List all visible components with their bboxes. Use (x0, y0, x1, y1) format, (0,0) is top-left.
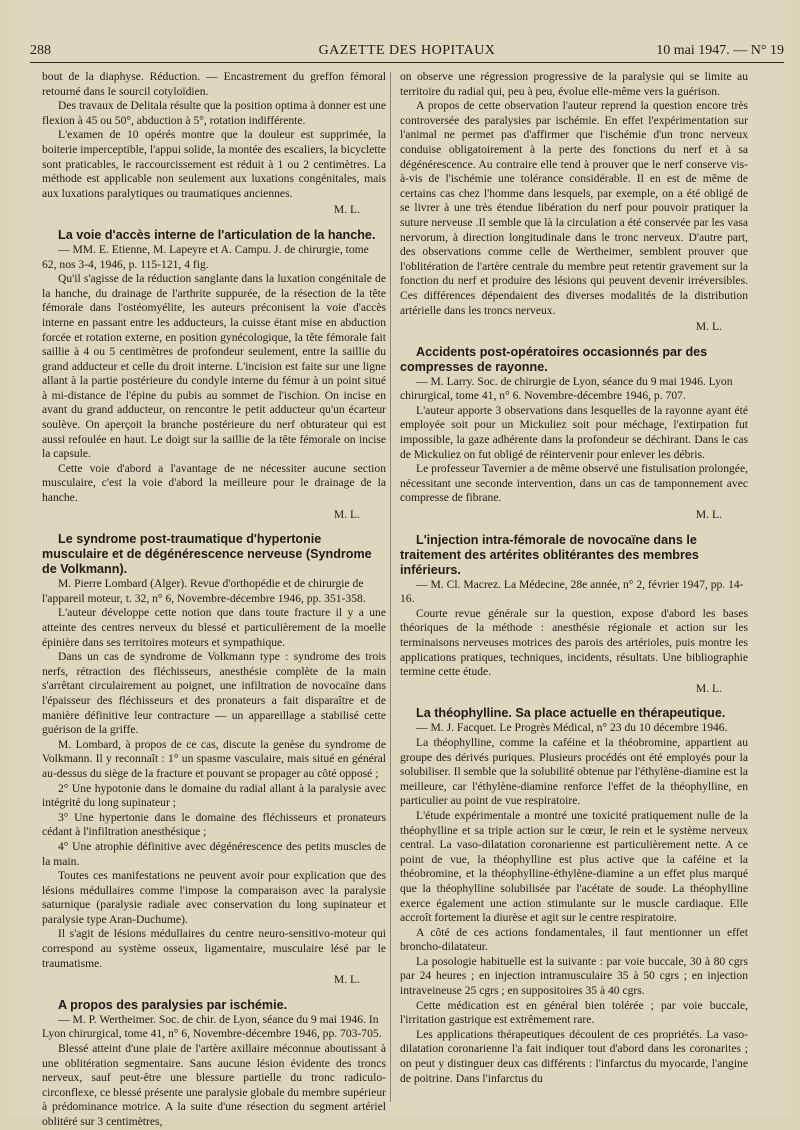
paragraph: Des travaux de Delitala résulte que la position optima à donner est une flexion à 45 ou 50°, abduction à 5°, rotation indifférente. (42, 99, 386, 127)
article-title: La voie d'accès interne de l'articulation de la hanche. (58, 227, 376, 242)
paragraph: Le professeur Tavernier a de même observé une fistulisation prolongée, nécessitant une seconde intervention, dans un cas de tamponnement avec compresse de fibrane. (400, 462, 748, 505)
paragraph: Dans un cas de syndrome de Volkmann type : syndrome des trois nerfs, rétraction des fléchisseurs, anesthésie complète de la main s'arrêtant circulairement au poignet, une infiltration de novocaïne dans l'épaisseur des fléchisseurs et des pronateurs a fait disparaître et de manière définitive leur contracture — un appareillage a stabilisé cette guérison de la griffe. (42, 650, 386, 737)
paragraph: 3° Une hypertonie dans le domaine des fléchisseurs et pronateurs cédant à l'infiltration anesthésique ; (42, 810, 386, 839)
paragraph: 2° Une hypotonie dans le domaine du radial allant à la paralysie avec intégrité du long supinateur ; (42, 781, 386, 810)
article-title: A propos des paralysies par ischémie. (58, 997, 288, 1012)
article-reference: — M. J. Facquet. Le Progrès Médical, n° 23 du 10 décembre 1946. (416, 721, 728, 735)
paragraph: Cette voie d'abord a l'avantage de ne nécessiter aucune section musculaire, c'est la voie d'abord la meilleure pour le drainage de la hanche. (42, 461, 386, 505)
article-title: L'injection intra-fémorale de novocaïne dans le traitement des artérites oblitérantes des membres inférieurs. (400, 532, 699, 577)
article (400, 345, 748, 523)
paragraph: Toutes ces manifestations ne peuvent avoir pour explication que des lésions médullaires comme l'impose la comparaison avec la paralysie saturnique (paralysie radiale avec conservation du long supinateur et paralysie type Aran-Duchume). (42, 869, 386, 926)
column-divider (390, 72, 391, 1102)
article (400, 533, 748, 697)
journal-page (8, 0, 792, 1128)
article-title: Accidents post-opératoires occasionnés par des compresses de rayonne. (400, 344, 708, 374)
journal-title: GAZETTE DES HOPITAUX (318, 43, 496, 58)
paragraph: M. Lombard, à propos de ce cas, discute la genèse du syndrome de Volkmann. Il y reconnaît : 1° un spasme vasculaire, mais situé en général au-dessus du siège de la fracture et pouvant se propager au côté opposé ; (42, 737, 386, 780)
article-title: Le syndrome post-traumatique d'hypertonie musculaire et de dégénérescence nerveuse (Syndrome de Volkmann). (42, 532, 372, 577)
author-initials: M. L. (333, 507, 360, 521)
article-reference: M. Pierre Lombard (Alger). Revue d'orthopédie et de chirurgie de l'appareil moteur, t. 32, n° 6, Novembre-décembre 1946, pp. 351-358. (42, 577, 366, 605)
article-reference: — M. Larry. Soc. de chirurgie de Lyon, séance du 9 mai 1946. Lyon chirurgical, tome 41, n° 6. Novembre-décembre 1946, p. 707. (400, 374, 733, 403)
paragraph: Les applications thérapeutiques découlent de ces propriétés. La vaso-dilatation coronarienne l'a fait indiquer tout d'abord dans les coronarites ; on peut y distinguer deux cas différents : l'infarctus du myocarde, l'angine de poitrine. Dans l'infarctus du (400, 1027, 748, 1085)
paragraph: L'étude expérimentale a montré une toxicité pratiquement nulle de la théophylline et sa triple action sur le cœur, le rein et le système nerveux central. La vaso-dilatation coronarienne est particulièrement nette. A ce point de vue, la théophylline est plus active que la caféine et la théobromine, et la théophylline-éthylène-diamine a un effet plus marqué que la théophylline solubilisée par l'acétate de soude. La théophylline exerce également une action stimulante sur le muscle cardiaque. Elle accroît fortement la diurèse et agit sur le centre respiratoire. (400, 808, 748, 925)
paragraph: bout de la diaphyse. Réduction. — Encastrement du greffon fémoral retourné dans le sourcil cotyloïdien. (42, 70, 386, 98)
paragraph: Cette médication est en général bien tolérée ; par voie buccale, l'irritation gastrique est extrêmement rare. (400, 998, 748, 1027)
paragraph: La théophylline, comme la caféine et la théobromine, appartient au groupe des dérivés puriques. Plusieurs procédés ont été employés pour la solubiliser. Il semble que la solubilité obtenue par l'éthylène-diamine est la meilleure, car l'éthylène-diamine renforce l'effet de la théophylline, en particulier au point de vue respiratoire. (400, 735, 748, 808)
left-column (42, 70, 386, 1128)
paragraph: on observe une régression progressive de la paralysie qui se limite au territoire du radial qui, peu à peu, évolue elle-même vers la guérison. (400, 70, 748, 98)
author-initials: M. L. (695, 508, 722, 522)
paragraph: L'auteur développe cette notion que dans toute fracture il y a une atteinte des centres nerveux du blessé et particulièrement de la moelle épinière dans ses territoires moteurs et sympathique. (42, 606, 386, 649)
author-initials: M. L. (695, 320, 722, 334)
right-column (400, 70, 748, 1110)
article (400, 706, 748, 1086)
article (42, 532, 386, 988)
paragraph: L'examen de 10 opérés montre que la douleur est supprimée, la boiterie imperceptible, l'appui solide, la montée des escaliers, la bicyclette sont praticables, le raccourcissement est réduit à 1 ou 2 centimètres. La méthode est applicable non seulement aux luxations congénitales, mais aux luxations paralytiques ou traumatiques anciennes. (42, 128, 386, 200)
paragraph: Courte revue générale sur la question, expose d'abord les bases théoriques de la méthode : anesthésie régionale et action sur les terminaisons nerveuses motrices des parois des artérioles, puis montre les applications pratiques, techniques, incidents, résultats. Une bibliographie termine cette étude. (400, 606, 748, 679)
paragraph: A côté de ces actions fondamentales, il faut mentionner un effet broncho-dilatateur. (400, 925, 748, 954)
paragraph: A propos de cette observation l'auteur reprend la question encore très controversée des paralysies par ischémie. En effet l'expérimentation sur l'animal ne permet pas d'affirmer que l'ischémie d'un tronc nerveux conduise obligatoirement à la perte des fonctions du nerf et à sa dégénérescence. Au contraire elle tend à prouver que le nerf conserve vis-à-vis de l'ischémie une tolérance considérable. Il en est de même de certains cas chez l'homme dans lesquels, par exemple, on a été obligé de se livrer à une très étendue libération du nerf pour pouvoir pratiquer la suture nerveuse .Il semble que là la circulation a été conservée par les vasa nervorum, à direction longitudinale dans le tronc nerveux. D'autre part, des observations comme celle de Wertheimer, semblent prouver que l'oblitération de l'artère centrale du membre peut retentir gravement sur la fonction du nerf et produire des lésions qui peuvent devenir irréversibles. Ces différences dépendaient des diverses modalités de la distribution artérielle dans les troncs nerveux. (400, 99, 748, 317)
paragraph: Blessé atteint d'une plaie de l'artère axillaire méconnue aboutissant à une oblitération segmentaire. Sans aucune lésion évidente des troncs nerveux, sauf peut-être une blessure partielle du tronc radiculo-circonflexe, ce blessé présente une paralysie globale du membre supérieur à prédominance motrice. A la suite d'une résection du segment artériel oblitéré sur 3 centimètres, (42, 1042, 386, 1128)
article (42, 998, 386, 1130)
paragraph: L'auteur apporte 3 observations dans lesquelles de la rayonne ayant été employée soit pour un Mickuliez soit pour méchage, l'extirpation fut impossible, la gaze adhérente dans la profondeur se déchirant. Dans le cas de Mickuliez on fut obligé de réintervenir pour enlever les débris. (400, 403, 748, 461)
author-initials: M. L. (695, 681, 722, 695)
paragraph: Qu'il s'agisse de la réduction sanglante dans la luxation congénitale de la hanche, du drainage de l'arthrite suppurée, de la résection de la tête fémorale dans l'ostéomyélite, les auteurs préconisent la voie d'accès interne en passant entre les adducteurs, la cuisse étant mise en abduction forcée et rotation externe, en position gynécologique, la tête fémorale fait saillie à 4 ou 5 centimètres de profondeur seulement, entre la saillie du grand adducteur et celle du droit interne. L'incision est faite sur une ligne allant à la partie postérieure du condyle interne du fémur à un point situé à mi-distance de l'épine du pubis au sommet de l'ischion. On incise en avant du grand adducteur, on rencontre le petit adducteur qu'un écarteur soulève. On aperçoit la branche postérieure du nerf obturateur qui est aussi refoulée en haut. Le doigt sur la saillie de la tête fémorale on incise la capsule. (42, 272, 386, 461)
issue-date: 10 mai 1947. — N° 19 (656, 43, 784, 58)
page-number: 288 (30, 43, 51, 58)
article-reference: — M. Cl. Macrez. La Médecine, 28e année, n° 2, février 1947, pp. 14-16. (400, 577, 744, 606)
article-reference: — M. P. Wertheimer. Soc. de chir. de Lyon, séance du 9 mai 1946. In Lyon chirurgical, tome 41, n° 6, Novembre-décembre 1946, pp. 703-705. (42, 1012, 382, 1041)
paragraph: 4° Une atrophie définitive avec dégénérescence des petits muscles de la main. (42, 839, 386, 868)
author-initials: M. L. (333, 973, 360, 987)
article (42, 228, 386, 522)
paragraph: La posologie habituelle est la suivante : par voie buccale, 30 à 80 cgrs par 24 heures ; en injection intramusculaire 35 à 50 cgrs ; en injection intraveineuse 25 cgrs ; en suppositoires 35 à 40 cgrs. (400, 954, 748, 998)
article-title: La théophylline. Sa place actuelle en thérapeutique. (416, 706, 726, 721)
article-reference: — MM. E. Etienne, M. Lapeyre et A. Campu. J. de chirurgie, tome 62, nos 3-4, 1946, p. 115-121, 4 fig. (42, 242, 369, 271)
paragraph: Il s'agit de lésions médullaires du centre neuro-sensitivo-moteur qui correspond au système osseux, ligamentaire, musculaire lésé par le traumatisme. (42, 927, 386, 970)
page-header (30, 40, 784, 63)
author-initials: M. L. (333, 203, 360, 217)
